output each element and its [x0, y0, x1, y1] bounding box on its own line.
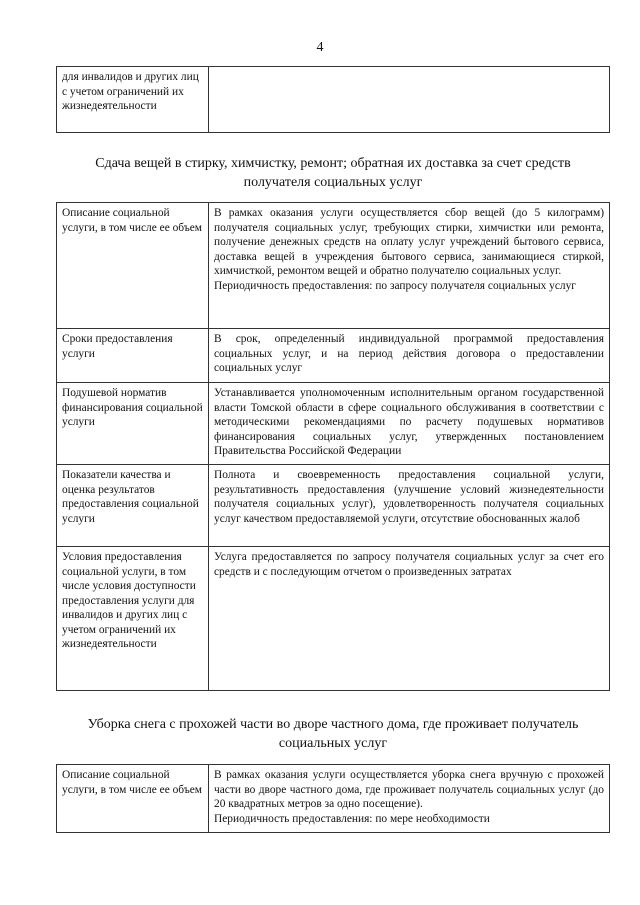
row-label-snow-description: Описание социальной услуги, в том числе ее объем: [57, 765, 209, 833]
table-row: [57, 67, 610, 133]
section2-heading-line2: социальных услуг: [278, 736, 388, 751]
row-label-financing: Подушевой норматив финансирования социальной услуги: [57, 383, 209, 465]
row-value-financing: Устанавливается уполномоченным исполнительным органом государственной власти Томской области в сфере социального обслуживания в соответствии с методическими рекомендациями по расчету подушевых нормативов финансирования социальных услуг, утвержденных постановлением Правительства Российской Федерации: [209, 383, 610, 465]
row-label-description: Описание социальной услуги, в том числе ее объем: [57, 203, 209, 329]
section1-heading-line1: Сдача вещей в стирку, химчистку, ремонт; обратная их доставка за счет средств: [95, 156, 571, 171]
table-row: [57, 547, 610, 691]
snow-periodicity-text: Периодичность предоставления: по мере необходимости: [214, 812, 490, 825]
row-label: для инвалидов и других лиц с учетом ограничений их жизнедеятельности: [57, 67, 209, 133]
row-value-conditions: Услуга предоставляется по запросу получателя социальных услуг за счет его средств и с последующим отчетом о произведенных затратах: [209, 547, 610, 691]
table-row: [57, 765, 610, 833]
table-row: [57, 465, 610, 547]
snow-description-text: В рамках оказания услуги осуществляется уборка снега вручную с прохожей части во дворе частного дома, где проживает получатель социальных услуг (до 20 квадратных метров за одно посещение).: [214, 769, 604, 810]
row-value-snow-description: [209, 765, 610, 833]
page-number: 4: [316, 40, 324, 55]
row-label-conditions: Условия предоставления социальной услуги, в том числе условия доступности предоставления услуги для инвалидов и других лиц с учетом ограничений их жизнедеятельности: [57, 547, 209, 691]
section1-heading: [56, 154, 610, 192]
row-value-description: [209, 203, 610, 329]
section2-heading-line1: Уборка снега с прохожей части во дворе частного дома, где проживает получатель: [87, 717, 579, 732]
table-row: [57, 329, 610, 383]
row-value-terms: В срок, определенный индивидуальной программой предоставления социальных услуг, и на период действия договора о предоставлении социальных услуг: [209, 329, 610, 383]
table-row: [57, 383, 610, 465]
section1-table: [56, 202, 610, 691]
section2-table: [56, 764, 610, 833]
description-text: В рамках оказания услуги осуществляется сбор вещей (до 5 килограмм) получателя социальных услуг, требующих стирки, химчистки или ремонта, получение денежных средств на оплату услуг учреждений бытового сервиса, доставка вещей в учреждения бытового сервиса, занимающиеся стиркой, химчисткой, ремонтом вещей и обратно получателю социальных услуг.: [214, 207, 604, 277]
row-value-quality: Полнота и своевременность предоставления социальной услуги, результативность предоставления (улучшение условий жизнедеятельности получателя социальных услуг), удовлетворенность получателя социальных услуг качеством предоставляемой услуги, отсутствие обоснованных жалоб: [209, 465, 610, 547]
row-value: [209, 67, 610, 133]
row-label-terms: Сроки предоставления услуги: [57, 329, 209, 383]
periodicity-text: Периодичность предоставления: по запросу получателя социальных услуг: [214, 279, 576, 292]
section1-heading-line2: получателя социальных услуг: [243, 175, 423, 190]
table-row: [57, 203, 610, 329]
section2-heading: [56, 715, 610, 753]
row-label-quality: Показатели качества и оценка результатов предоставления социальной услуги: [57, 465, 209, 547]
continued-table: [56, 66, 610, 133]
